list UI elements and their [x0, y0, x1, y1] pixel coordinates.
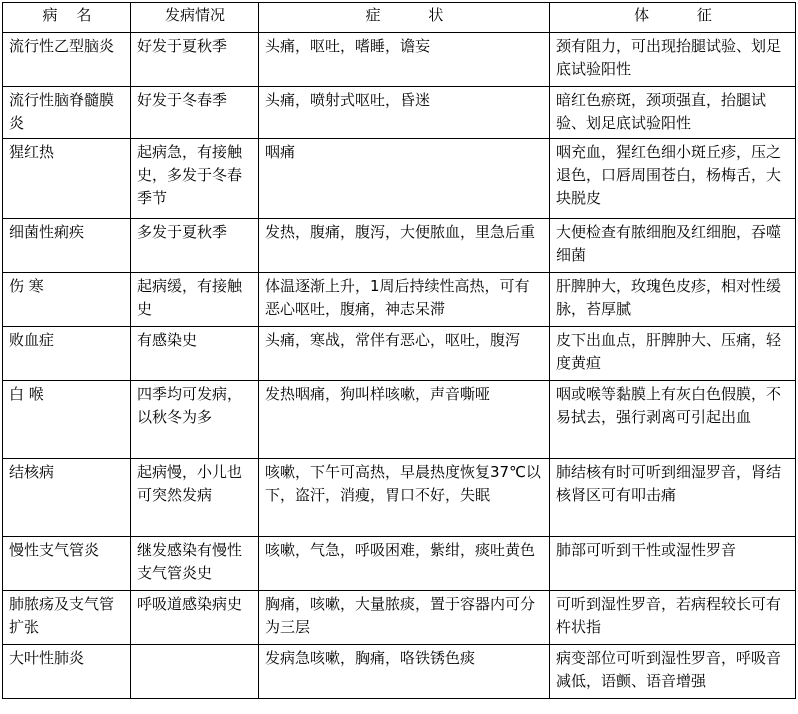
onset-cell: 起病急，有接触史，多发于冬春季节 — [131, 139, 259, 219]
table-row — [3, 87, 796, 139]
disease-name-cell: 伤 寒 — [3, 273, 131, 327]
signs-cell: 肺结核有时可听到细湿罗音，肾结核肾区可有叩击痛 — [550, 459, 796, 537]
signs-cell: 皮下出血点，肝脾肿大、压痛，轻度黄疸 — [550, 327, 796, 381]
header-signs: 体 征 — [550, 3, 796, 33]
disease-name-cell: 细菌性痢疾 — [3, 219, 131, 273]
table-row — [3, 591, 796, 645]
table-row — [3, 139, 796, 219]
header-disease-name: 病 名 — [3, 3, 131, 33]
signs-cell: 可听到湿性罗音，若病程较长可有杵状指 — [550, 591, 796, 645]
header-symptoms: 症 状 — [259, 3, 550, 33]
signs-cell: 咽或喉等黏膜上有灰白色假膜，不易拭去，强行剥离可引起出血 — [550, 381, 796, 459]
table-row — [3, 381, 796, 459]
signs-cell: 颈有阻力，可出现抬腿试验、划足底试验阳性 — [550, 33, 796, 87]
disease-name-cell: 大叶性肺炎 — [3, 645, 131, 699]
onset-cell: 多发于夏秋季 — [131, 219, 259, 273]
table-row — [3, 327, 796, 381]
onset-cell: 起病慢，小儿也可突然发病 — [131, 459, 259, 537]
symptoms-cell: 咳嗽，气急，呼吸困难，紫绀，痰吐黄色 — [259, 537, 550, 591]
header-onset: 发病情况 — [131, 3, 259, 33]
table-row — [3, 537, 796, 591]
disease-comparison-table — [2, 2, 796, 699]
symptoms-cell: 头痛，呕吐，嗜睡，谵妄 — [259, 33, 550, 87]
signs-cell: 咽充血，猩红色细小斑丘疹，压之退色，口唇周围苍白，杨梅舌，大块脱皮 — [550, 139, 796, 219]
disease-name-cell: 慢性支气管炎 — [3, 537, 131, 591]
symptoms-cell: 发热咽痛，狗叫样咳嗽，声音嘶哑 — [259, 381, 550, 459]
onset-cell: 好发于夏秋季 — [131, 33, 259, 87]
disease-name-cell: 结核病 — [3, 459, 131, 537]
symptoms-cell: 头痛，喷射式呕吐，昏迷 — [259, 87, 550, 139]
symptoms-cell: 咽痛 — [259, 139, 550, 219]
disease-name-cell: 猩红热 — [3, 139, 131, 219]
symptoms-cell: 头痛，寒战，常伴有恶心，呕吐，腹泻 — [259, 327, 550, 381]
signs-cell: 肺部可听到干性或湿性罗音 — [550, 537, 796, 591]
onset-cell: 有感染史 — [131, 327, 259, 381]
symptoms-cell: 发病急咳嗽，胸痛，咯铁锈色痰 — [259, 645, 550, 699]
signs-cell: 病变部位可听到湿性罗音，呼吸音减低，语颤、语音增强 — [550, 645, 796, 699]
signs-cell: 大便检查有脓细胞及红细胞，吞噬细菌 — [550, 219, 796, 273]
table-row — [3, 273, 796, 327]
onset-cell: 起病缓，有接触史 — [131, 273, 259, 327]
table-row — [3, 645, 796, 699]
disease-name-cell: 败血症 — [3, 327, 131, 381]
symptoms-cell: 咳嗽，下午可高热，早晨热度恢复37℃以下，盗汗，消瘦，胃口不好，失眠 — [259, 459, 550, 537]
disease-name-cell: 流行性脑脊髓膜炎 — [3, 87, 131, 139]
onset-cell: 继发感染有慢性支气管炎史 — [131, 537, 259, 591]
disease-name-cell: 肺脓疡及支气管扩张 — [3, 591, 131, 645]
disease-name-cell: 流行性乙型脑炎 — [3, 33, 131, 87]
table-row — [3, 459, 796, 537]
symptoms-cell: 发热，腹痛，腹泻，大便脓血，里急后重 — [259, 219, 550, 273]
onset-cell — [131, 645, 259, 699]
onset-cell: 好发于冬春季 — [131, 87, 259, 139]
signs-cell: 肝脾肿大，玫瑰色皮疹，相对性缓脉，苔厚腻 — [550, 273, 796, 327]
onset-cell: 四季均可发病，以秋冬为多 — [131, 381, 259, 459]
signs-cell: 暗红色瘀斑，颈项强直，抬腿试验、划足底试验阳性 — [550, 87, 796, 139]
header-row — [3, 3, 796, 33]
table-row — [3, 219, 796, 273]
disease-name-cell: 白 喉 — [3, 381, 131, 459]
table-row — [3, 33, 796, 87]
symptoms-cell: 体温逐渐上升，1周后持续性高热，可有恶心呕吐，腹痛，神志呆滞 — [259, 273, 550, 327]
symptoms-cell: 胸痛，咳嗽，大量脓痰，置于容器内可分为三层 — [259, 591, 550, 645]
onset-cell: 呼吸道感染病史 — [131, 591, 259, 645]
